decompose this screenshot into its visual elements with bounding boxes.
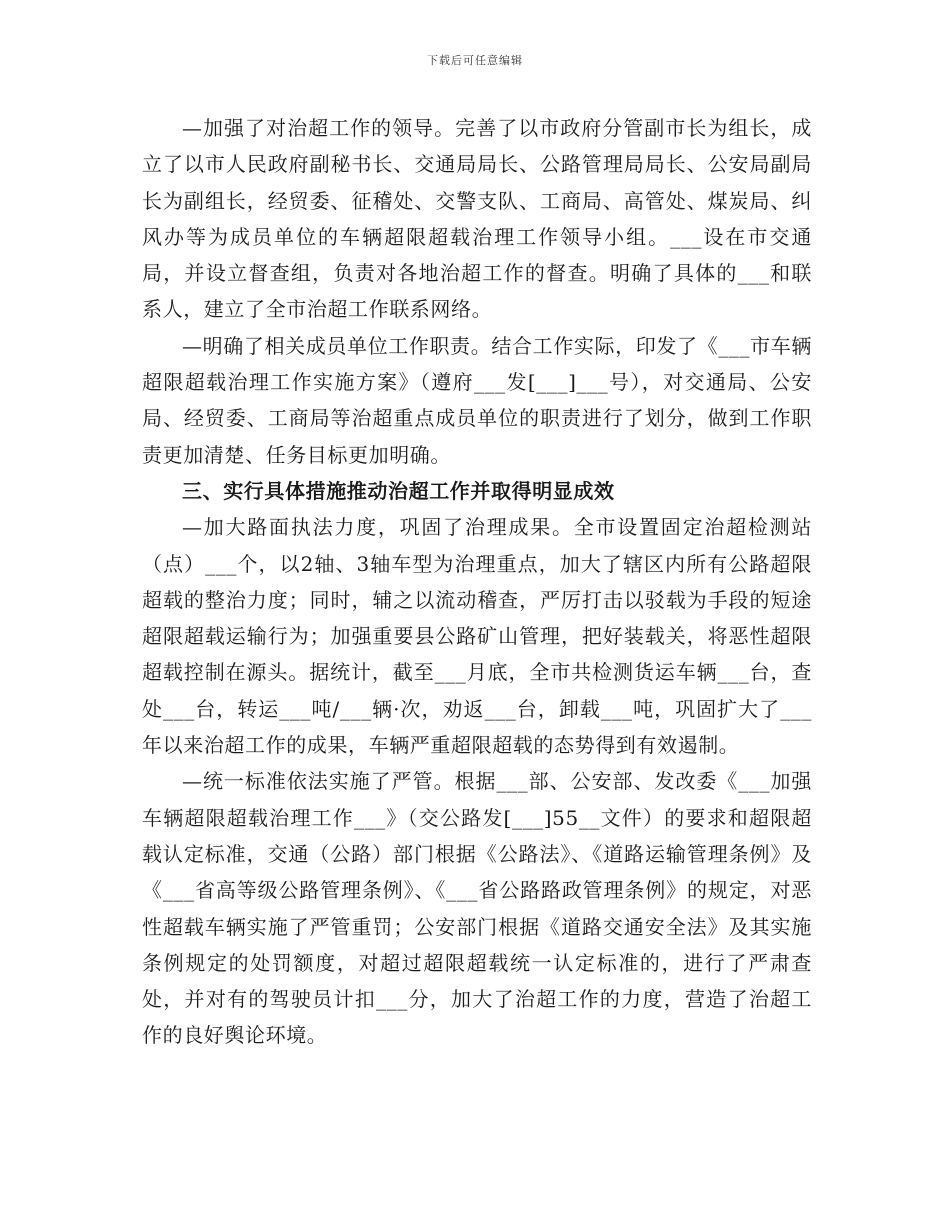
- section-heading: 三、实行具体措施推动治超工作并取得明显成效: [182, 478, 615, 503]
- page-header: 下载后可任意编辑: [427, 54, 523, 67]
- paragraph-leadership: —加强了对治超工作的领导。完善了以市政府分管副市长为组长，成立了以市人民政府副秘书长、交通局局长、公路管理局局长、公安局副局长为副组长，经贸委、征稽处、交警支队、工商局、高管处、煤炭局、纠风办等为成员单位的车辆超限超载治理工作领导小组。___设在市交通局，并设立督查组，负责对各地治超工作的督查。明确了具体的___和联系人，建立了全市治超工作联系网络。: [142, 116, 812, 322]
- paragraph-standards: —统一标准依法实施了严管。根据___部、公安部、发改委《___加强车辆超限超载治理工作___》（交公路发[___]55__文件）的要求和超限超载认定标准，交通（公路）部门根据《公路法》、《道路运输管理条例》及《___省高等级公路管理条例》、《___省公路路政管理条例》的规定，对恶性超载车辆实施了严管重罚；公安部门根据《道路交通安全法》及其实施条例规定的处罚额度，对超过超限超载统一认定标准的，进行了严肃查处，并对有的驾驶员计扣___分，加大了治超工作的力度，营造了治超工作的良好舆论环境。: [142, 769, 812, 1048]
- document-body: [142, 110, 812, 1054]
- paragraph-responsibilities: —明确了相关成员单位工作职责。结合工作实际，印发了《___市车辆超限超载治理工作实施方案》（遵府___发[___]___号），对交通局、公安局、经贸委、工商局等治超重点成员单位的职责进行了划分，做到工作职责更加清楚、任务目标更加明确。: [142, 333, 812, 467]
- paragraph-enforcement: —加大路面执法力度，巩固了治理成果。全市设置固定治超检测站（点）___个，以2轴、3轴车型为治理重点，加大了辖区内所有公路超限超载的整治力度；同时，辅之以流动稽查，严厉打击以驳载为手段的短途超限超载运输行为；加强重要县公路矿山管理，把好装载关，将恶性超限超载控制在源头。据统计，截至___月底，全市共检测货运车辆___台，查处___台，转运___吨/___辆·次，劝返___台，卸载___吨，巩固扩大了___年以来治超工作的成果，车辆严重超限超载的态势得到有效遏制。: [142, 515, 812, 758]
